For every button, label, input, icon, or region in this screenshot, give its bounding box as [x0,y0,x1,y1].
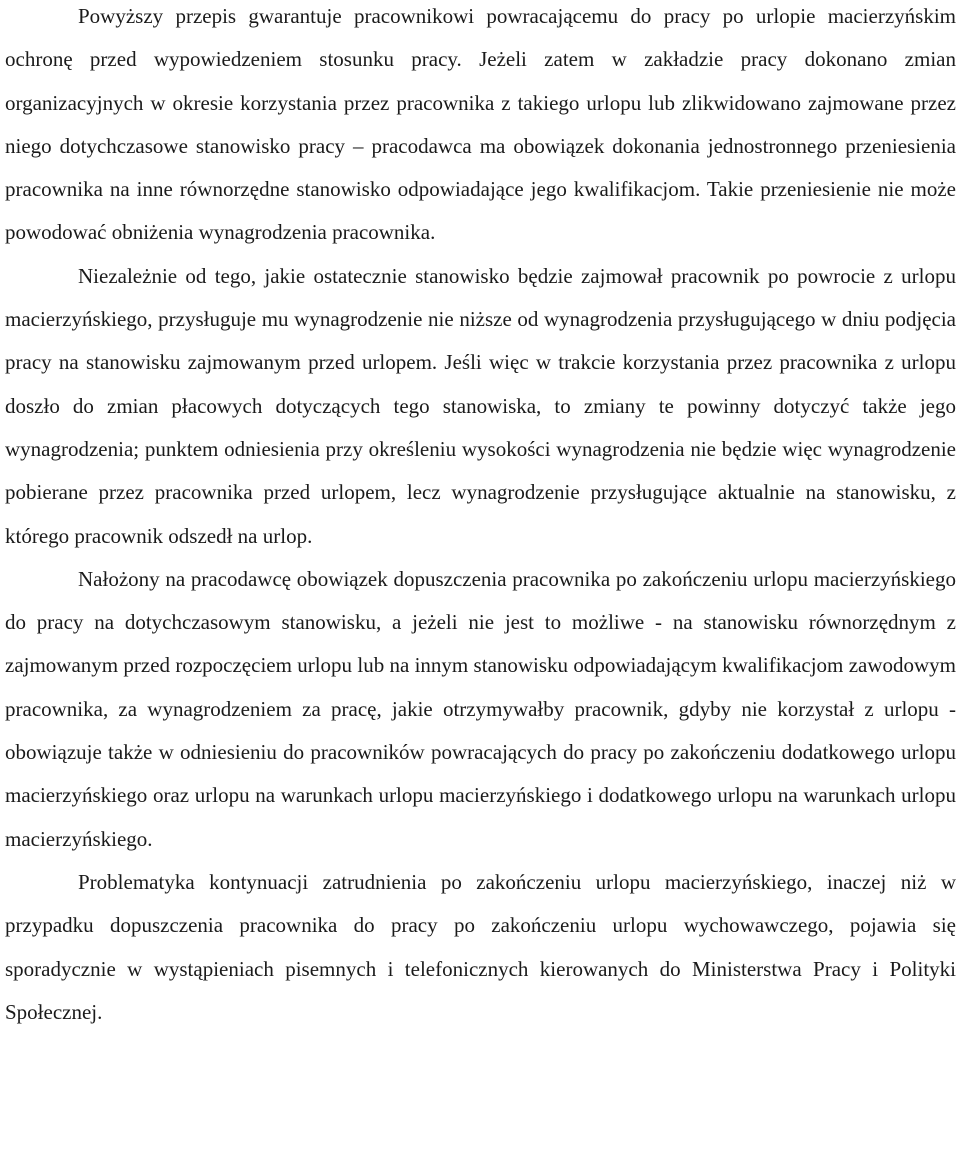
paragraph-4: Problematyka kontynuacji zatrudnienia po zakończeniu urlopu macierzyńskiego, inaczej niż w przypadku dopuszczenia pracownika do pracy po zakończeniu urlopu wychowawczego, pojawia się sporadycznie w wystąpieniach pisemnych i telefonicznych kierowanych do Ministerstwa Pracy i Polityki Społecznej. [5,869,956,1024]
paragraph-1: Powyższy przepis gwarantuje pracownikowi powracającemu do pracy po urlopie macierzyńskim ochronę przed wypowiedzeniem stosunku pracy. Jeżeli zatem w zakładzie pracy dokonano zmian organizacyjnych w okresie korzystania przez pracownika z takiego urlopu lub zlikwidowano zajmowane przez niego dotychczasowe stanowisko pracy – pracodawca ma obowiązek dokonania jednostronnego przeniesienia pracownika na inne równorzędne stanowisko odpowiadające jego kwalifikacjom. Takie przeniesienie nie może powodować obniżenia wynagrodzenia pracownika. [5,4,956,245]
paragraph-3: Nałożony na pracodawcę obowiązek dopuszczenia pracownika po zakończeniu urlopu macierzyńskiego do pracy na dotychczasowym stanowisku, a jeżeli nie jest to możliwe - na stanowisku równorzędnym z zajmowanym przed rozpoczęciem urlopu lub na innym stanowisku odpowiadającym kwalifikacjom zawodowym pracownika, za wynagrodzeniem za pracę, jakie otrzymywałby pracownik, gdyby nie korzystał z urlopu - obowiązuje także w odniesieniu do pracowników powracających do pracy po zakończeniu dodatkowego urlopu macierzyńskiego oraz urlopu na warunkach urlopu macierzyńskiego i dodatkowego urlopu na warunkach urlopu macierzyńskiego. [5,566,956,851]
paragraph-2: Niezależnie od tego, jakie ostatecznie stanowisko będzie zajmował pracownik po powrocie z urlopu macierzyńskiego, przysługuje mu wynagrodzenie nie niższe od wynagrodzenia przysługującego w dniu podjęcia pracy na stanowisku zajmowanym przed urlopem. Jeśli więc w trakcie korzystania przez pracownika z urlopu doszło do zmian płacowych dotyczących tego stanowiska, to zmiany te powinny dotyczyć także jego wynagrodzenia; punktem odniesienia przy określeniu wysokości wynagrodzenia nie będzie więc wynagrodzenie pobierane przez pracownika przed urlopem, lecz wynagrodzenie przysługujące aktualnie na stanowisku, z którego pracownik odszedł na urlop. [5,263,956,548]
